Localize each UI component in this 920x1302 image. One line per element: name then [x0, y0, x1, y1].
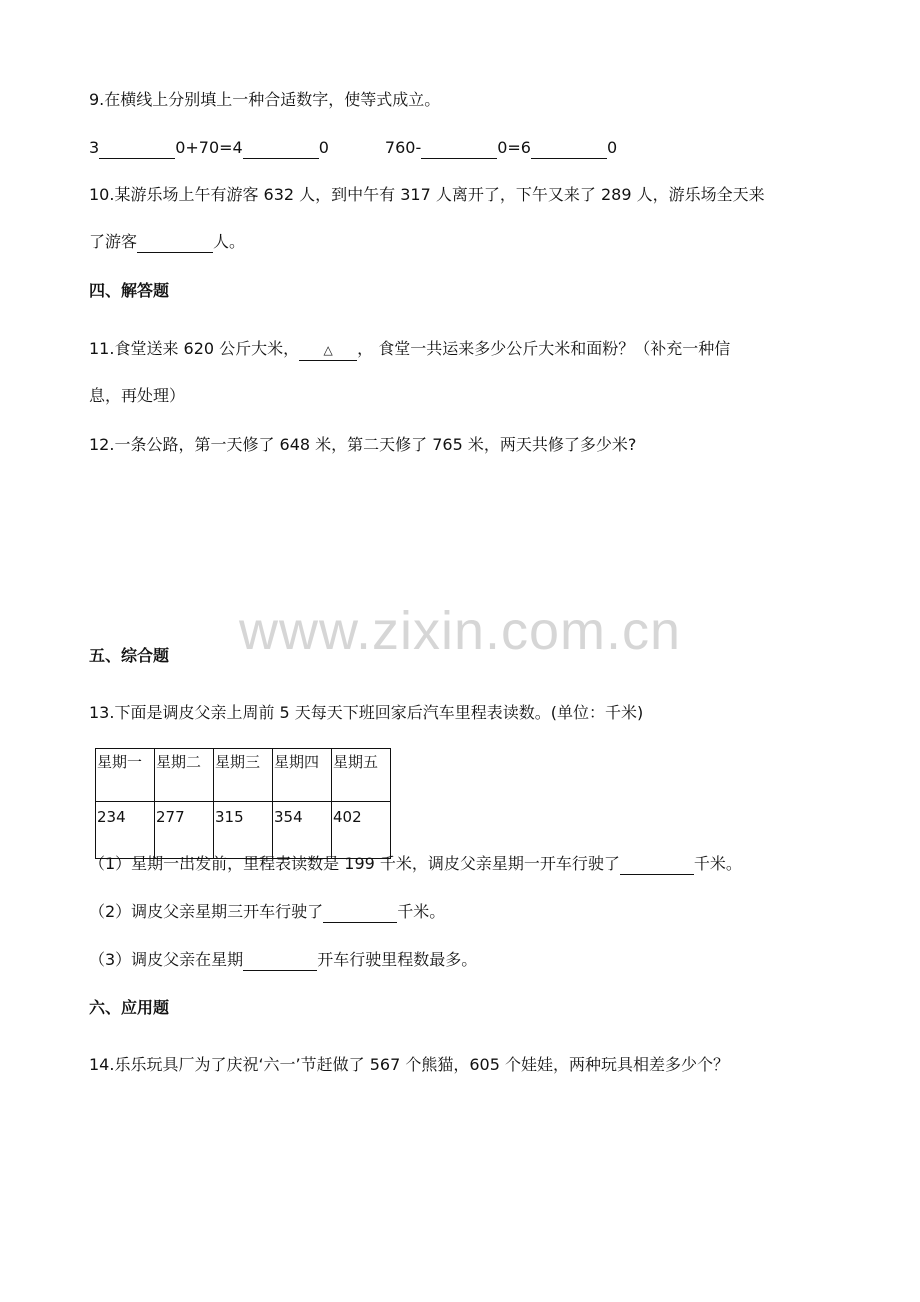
question-13-sub-3 — [89, 950, 477, 971]
mileage-table — [95, 748, 391, 859]
question-12: 12.一条公路，第一天修了 648 米，第二天修了 765 米，两天共修了多少米? — [89, 435, 637, 454]
question-13-sub-1 — [89, 854, 742, 875]
header-cell: 星期四 — [273, 749, 332, 802]
eq1-blank-2 — [243, 138, 319, 159]
q10-text-pre: 了游客 — [89, 232, 138, 251]
question-14: 14.乐乐玩具厂为了庆祝‘六一’节赶做了 567 个熊猫，605 个娃娃，两种玩具相差多少个？ — [89, 1055, 729, 1074]
q13-s2-pre: （2）调皮父亲星期三开车行驶了 — [89, 902, 324, 921]
q13-s2-post: 千米。 — [397, 902, 446, 921]
value-cell: 234 — [96, 802, 155, 859]
q13-s1-pre: （1）星期一出发前，里程表读数是 199 千米，调皮父亲星期一开车行驶了 — [89, 854, 620, 873]
eq1-blank-1 — [99, 138, 175, 159]
q10-blank — [137, 232, 213, 253]
question-11-line1 — [89, 339, 730, 361]
eq2-part-c: 0 — [606, 138, 618, 157]
q13-s3-blank — [243, 950, 317, 971]
value-cell: 277 — [155, 802, 214, 859]
question-10-line1: 10.某游乐场上午有游客 632 人，到中午有 317 人离开了，下午又来了 289 人，游乐场全天来 — [89, 185, 765, 204]
section-6-heading: 六、应用题 — [89, 998, 170, 1017]
eq1-part-a: 3 — [89, 138, 100, 157]
section-4-heading: 四、解答题 — [89, 281, 170, 300]
question-13-sub-2 — [89, 902, 445, 923]
question-9: 9.在横线上分别填上一种合适数字，使等式成立。 — [89, 90, 441, 109]
q13-s2-blank — [323, 902, 397, 923]
section-5-heading: 五、综合题 — [89, 646, 170, 665]
q13-s1-blank — [620, 854, 694, 875]
value-cell: 315 — [214, 802, 273, 859]
q10-text-post: 人。 — [213, 232, 246, 251]
value-cell: 354 — [273, 802, 332, 859]
question-11-line2: 息，再处理） — [89, 386, 186, 405]
header-cell: 星期五 — [332, 749, 391, 802]
header-cell: 星期一 — [96, 749, 155, 802]
table-header-row — [96, 749, 391, 802]
value-cell: 402 — [332, 802, 391, 859]
q11-text-post: ， 食堂一共运来多少公斤大米和面粉？（补充一种信 — [357, 339, 731, 358]
watermark: www.zixin.com.cn — [238, 601, 682, 661]
q13-s1-post: 千米。 — [693, 854, 742, 873]
question-9-equations — [89, 138, 617, 159]
q13-s3-post: 开车行驶里程数最多。 — [317, 950, 478, 969]
table-row — [96, 802, 391, 859]
q11-text-pre: 11.食堂送来 620 公斤大米， — [89, 339, 300, 358]
triangle-icon: △ — [323, 343, 333, 357]
eq2-blank-1 — [421, 138, 497, 159]
eq2-part-a: 760- — [384, 138, 422, 157]
question-10-line2 — [89, 232, 245, 253]
eq2-blank-2 — [531, 138, 607, 159]
eq1-part-b: 0+70=4 — [175, 138, 243, 157]
question-13: 13.下面是调皮父亲上周前 5 天每天下班回家后汽车里程表读数。(单位：千米) — [89, 703, 644, 722]
eq1-part-c: 0 — [318, 138, 329, 157]
eq2-part-b: 0=6 — [497, 138, 531, 157]
q11-blank — [299, 339, 357, 361]
header-cell: 星期三 — [214, 749, 273, 802]
header-cell: 星期二 — [155, 749, 214, 802]
q13-s3-pre: （3）调皮父亲在星期 — [89, 950, 244, 969]
